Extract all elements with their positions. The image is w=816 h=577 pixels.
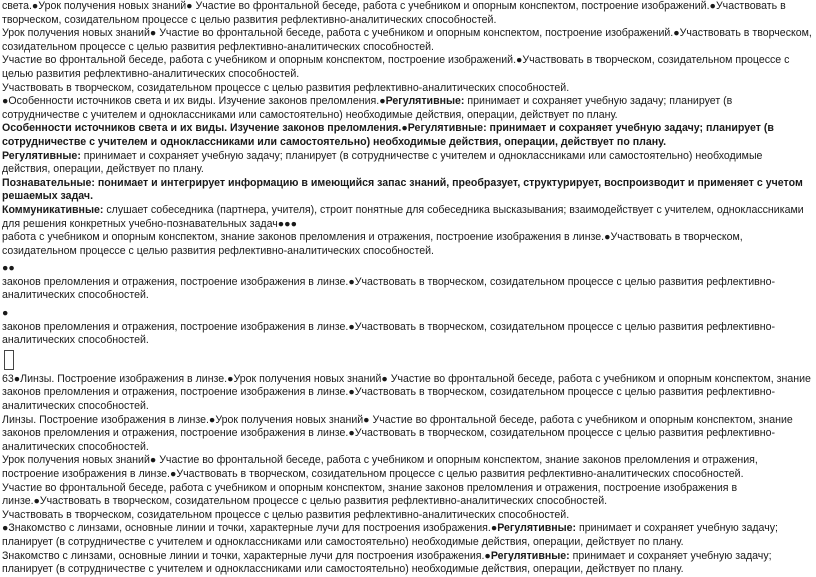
label-poznavatelnye: Познавательные: bbox=[2, 176, 95, 189]
paragraph-sveta: света.●Урок получения новых знаний● Участие во фронтальной беседе, работа с учебником и опорным конспектом, построение изображений.●Участвовать в творческом, созидательном процессе с целью развития рефлективно-аналитических способностей. bbox=[2, 0, 786, 26]
empty-cell-box bbox=[4, 350, 14, 370]
paragraph-rabota: работа с учебником и опорным конспектом, знание законов преломления и отражения, построение изображения в линзе.●Участвовать в творческом, созидательном процессе с целью развития рефлективно-аналитических способностей. bbox=[2, 231, 743, 257]
paragraph-uchastvovat: Участвовать в творческом, созидательном процессе с целью развития рефлективно-аналитических способностей. bbox=[2, 81, 570, 94]
text-post: понимает и интегрирует информацию в имеющийся запас знаний, преобразует, структурирует, воспроизводит и применяет с учетом решаемых задач. bbox=[2, 176, 803, 203]
empty-box-row bbox=[4, 350, 812, 371]
text-post: принимает и сохраняет учебную задачу; планирует (в сотрудничестве с учителем и одноклассниками или самостоятельно) необходимые действия, операции, действует по плану. bbox=[2, 95, 733, 121]
text-post: принимает и сохраняет учебную задачу; планирует (в сотрудничестве с учителем и одноклассниками или самостоятельно) необходимые действия, операции, действует по плану. bbox=[2, 522, 778, 548]
text-post: слушает собеседника (партнера, учителя), строит понятные для собеседника высказывания; взаимодействует с учителем, одноклассниками для решения конкретных учебно-познавательных задач●●● bbox=[2, 203, 804, 230]
paragraph-poznavatelnye bbox=[2, 177, 812, 204]
paragraph-znakomstvo-1 bbox=[2, 522, 812, 549]
label-regulyativnye: Регулятивные: bbox=[497, 522, 577, 535]
paragraph-osobennosti-1 bbox=[2, 95, 812, 122]
text-post: принимает и сохраняет учебную задачу; планирует (в сотрудничестве с учителем и одноклассниками или самостоятельно) необходимые действия, операции, действует по плану. bbox=[2, 122, 774, 148]
paragraph-uchastie-linzy: Участие во фронтальной беседе, работа с учебником и опорным конспектом, знание законов преломления и отражения, построение изображения в линзе.●Участвовать в творческом, созидательном процессе с целью развития рефлективно-аналитических способностей. bbox=[2, 481, 738, 508]
paragraph-zakony-1: законов преломления и отражения, построение изображения в линзе.●Участвовать в творческом, созидательном процессе с целью развития рефлективно-аналитических способностей. bbox=[2, 275, 776, 302]
single-bullet: ● bbox=[2, 307, 9, 320]
paragraph-uchastie: Участие во фронтальной беседе, работа с учебником и опорным конспектом, построение изображений.●Участвовать в творческом, созидательном процессе с целью развития рефлективно-аналитических способностей. bbox=[2, 54, 790, 80]
text-post: принимает и сохраняет учебную задачу; планирует (в сотрудничестве с учителем и одноклассниками или самостоятельно) необходимые действия, операции, действует по плану. bbox=[2, 149, 763, 176]
text-pre: Особенности источников света и их виды. Изучение законов преломления.● bbox=[2, 122, 408, 135]
paragraph-linzy: Линзы. Построение изображения в линзе.●Урок получения новых знаний● Участие во фронтальной беседе, работа с учебником и опорным конспектом, знание законов преломления и отражения, построение изображения в линзе.●Участвовать в творческом, созидательном процессе с целью развития рефлективно-аналитических способностей. bbox=[2, 413, 793, 453]
label-regulyativnye: Регулятивные: bbox=[407, 122, 487, 135]
paragraph-kommunikativnye bbox=[2, 204, 812, 231]
paragraph-znakomstvo-2 bbox=[2, 550, 812, 577]
double-bullet: ●● bbox=[2, 262, 15, 275]
text-pre: ●Особенности источников света и их виды. Изучение законов преломления.● bbox=[2, 95, 386, 108]
label-regulyativnye: Регулятивные: bbox=[490, 549, 570, 562]
label-regulyativnye: Регулятивные: bbox=[385, 95, 465, 108]
paragraph-zakony-2: законов преломления и отражения, построение изображения в линзе.●Участвовать в творческом, созидательном процессе с целью развития рефлективно-аналитических способностей. bbox=[2, 320, 776, 347]
paragraph-regulyativnye bbox=[2, 150, 812, 177]
paragraph-urok: Урок получения новых знаний● Участие во фронтальной беседе, работа с учебником и опорным конспектом, построение изображений.●Участвовать в творческом, созидательном процессе с целью развития рефлективно-аналитических способностей. bbox=[2, 27, 812, 53]
label-kommunikativnye: Коммуникативные: bbox=[2, 203, 104, 216]
text-pre: ●Знакомство с линзами, основные линии и точки, характерные лучи для построения изображения.● bbox=[2, 522, 498, 535]
paragraph-urok-linzy: Урок получения новых знаний● Участие во фронтальной беседе, работа с учебником и опорным конспектом, знание законов преломления и отражения, построение изображения в линзе.●Участвовать в творческом, созидательном процессе с целью развития рефлективно-аналитических способностей. bbox=[2, 454, 758, 480]
paragraph-linzy-63: 63●Линзы. Построение изображения в линзе.●Урок получения новых знаний● Участие во фронтальной беседе, работа с учебником и опорным конспектом, знание законов преломления и отражения, построение изображения в линзе.●Участвовать в творческом, созидательном процессе с целью развития рефлективно-аналитических способностей. bbox=[2, 372, 811, 413]
paragraph-uchastvovat-2: Участвовать в творческом, созидательном процессе с целью развития рефлективно-аналитических способностей. bbox=[2, 508, 570, 521]
paragraph-osobennosti-2 bbox=[2, 122, 812, 149]
text-post: принимает и сохраняет учебную задачу; планирует (в сотрудничестве с учителем и одноклассниками или самостоятельно) необходимые действия, операции, действует по плану. bbox=[2, 549, 772, 576]
text-pre: Знакомство с линзами, основные линии и точки, характерные лучи для построения изображения.● bbox=[2, 549, 491, 562]
label-regulyativnye: Регулятивные: bbox=[2, 149, 81, 162]
